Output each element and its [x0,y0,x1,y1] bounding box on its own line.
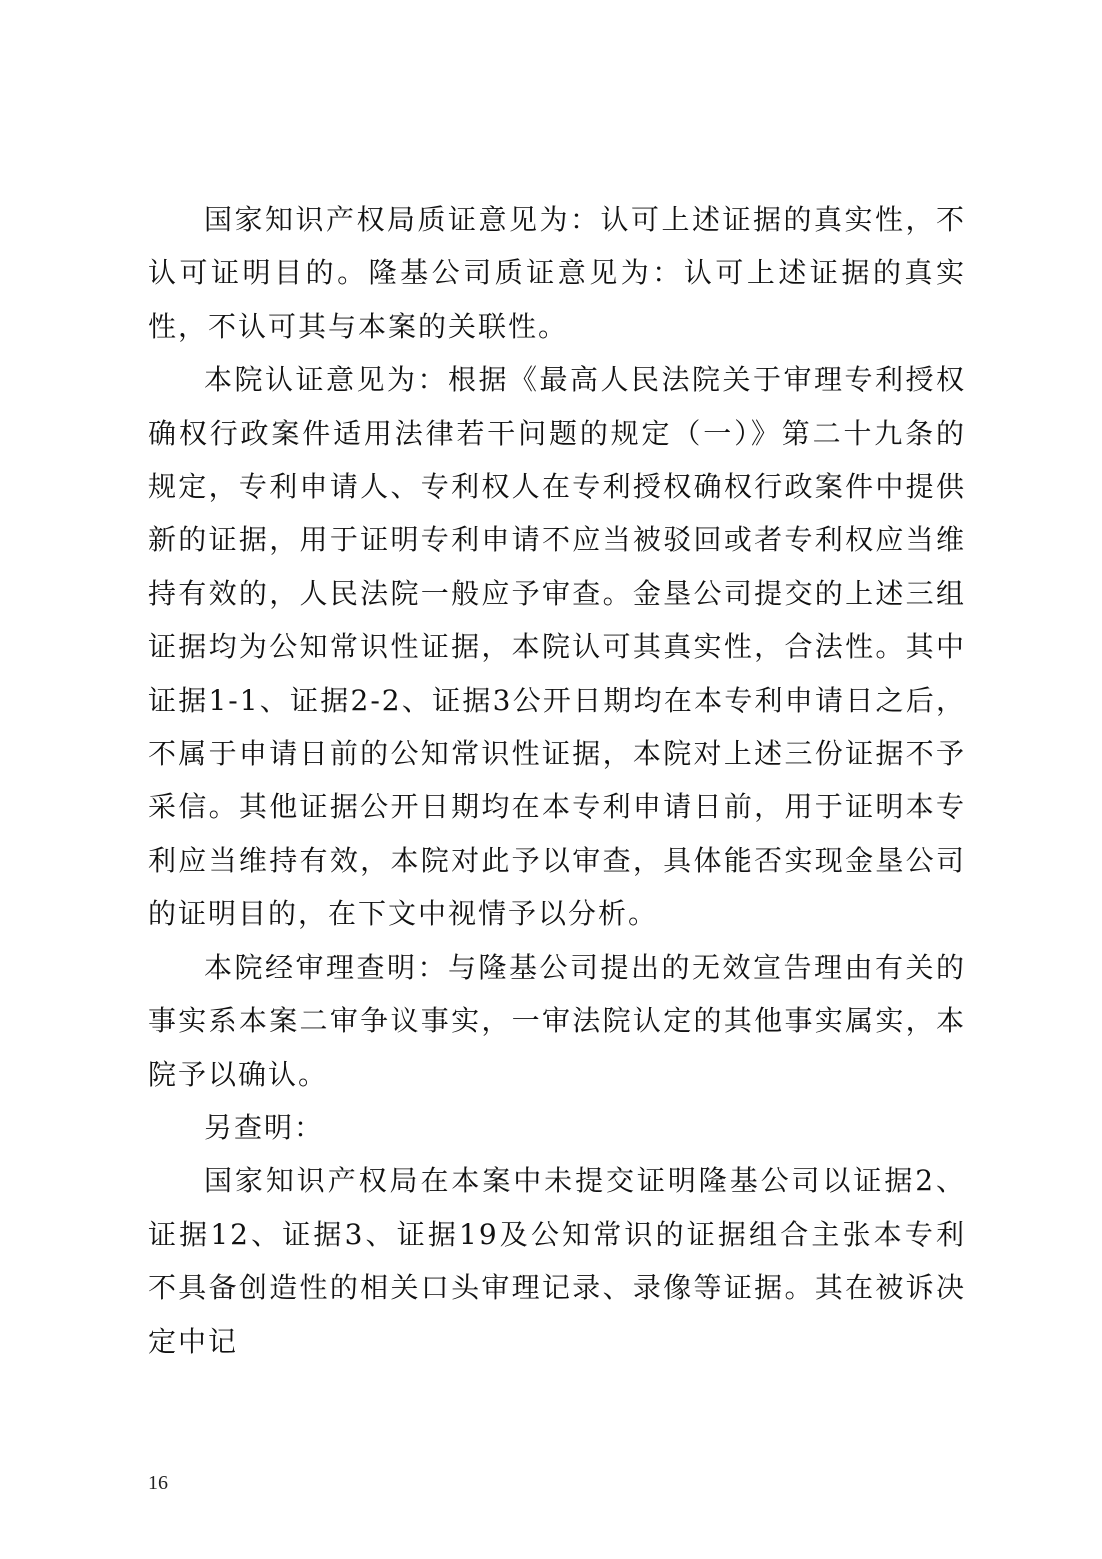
paragraph-cross-examination: 国家知识产权局质证意见为：认可上述证据的真实性，不认可证明目的。隆基公司质证意见为：认可上述证据的真实性，不认可其与本案的关联性。 [148,203,966,343]
document-body [148,193,966,1368]
page-number: 16 [148,1472,168,1494]
paragraph-further-findings: 国家知识产权局在本案中未提交证明隆基公司以证据2、证据12、证据3、证据19及公知常识的证据组合主张本专利不具备创造性的相关口头审理记录、录像等证据。其在被诉决定中记 [148,1164,966,1358]
paragraph-further-findings-heading: 另查明： [204,1110,325,1144]
paragraph-court-authentication: 本院认证意见为：根据《最高人民法院关于审理专利授权确权行政案件适用法律若干问题的规定（一）》第二十九条的规定，专利申请人、专利权人在专利授权确权行政案件中提供新的证据，用于证明专利申请不应当被驳回或者专利权应当维持有效的，人民法院一般应予审查。金垦公司提交的上述三组证据均为公知常识性证据，本院认可其真实性，合法性。其中证据1-1、证据2-2、证据3公开日期均在本专利申请日之后，不属于申请日前的公知常识性证据，本院对上述三份证据不予采信。其他证据公开日期均在本专利申请日前，用于证明本专利应当维持有效，本院对此予以审查，具体能否实现金垦公司的证明目的，在下文中视情予以分析。 [148,363,966,931]
paragraph-findings-of-fact: 本院经审理查明：与隆基公司提出的无效宣告理由有关的事实系本案二审争议事实，一审法院认定的其他事实属实，本院予以确认。 [148,950,966,1091]
